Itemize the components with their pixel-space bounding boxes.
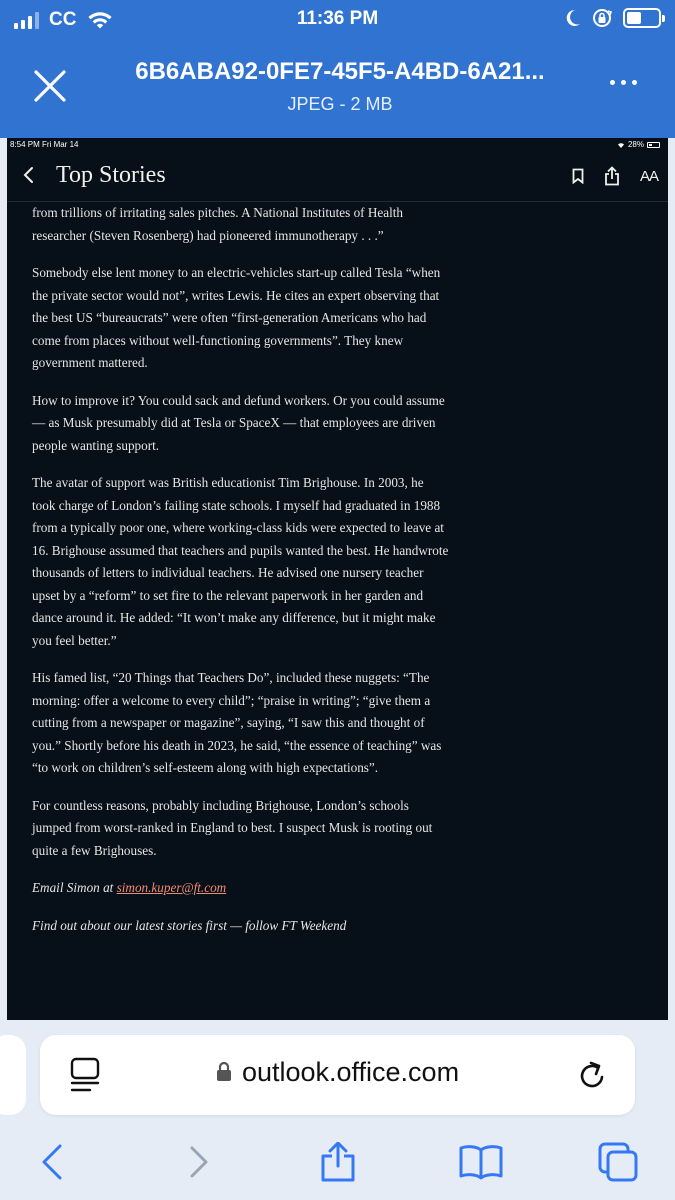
url-field[interactable] — [40, 1057, 635, 1088]
battery-icon — [623, 8, 661, 28]
orientation-lock-icon — [591, 7, 613, 29]
tabs-overview-icon[interactable] — [598, 1142, 638, 1182]
embedded-status-time: 8:54 PM Fri Mar 14 — [10, 140, 79, 149]
url-text: outlook.office.com — [241, 1057, 460, 1087]
close-icon[interactable] — [30, 66, 70, 106]
attachment-file-name: 6B6ABA92-0FE7-45F5-A4BD-6A21... — [135, 58, 545, 85]
share-icon[interactable] — [318, 1142, 358, 1182]
email-line — [32, 877, 450, 900]
author-email-link[interactable]: simon.kuper@ft.com — [116, 880, 227, 895]
article-paragraph: His famed list, “20 Things that Teachers Do”, included these nuggets: “The morning: offer a welcome to every child”; “praise in writing”; “give them a cutting from a newspaper or magazine”, saying, “I saw this and thought of you.” Shortly before his death in 2023, he said, “the essence of teaching” was “to work on children’s self-esteem along with high expectations”. — [32, 670, 442, 775]
ft-nav-bar — [7, 152, 668, 202]
attachment-file-meta: JPEG - 2 MB — [287, 94, 393, 114]
text-size-button[interactable]: AA — [639, 167, 658, 185]
lock-icon — [216, 1060, 232, 1082]
article-body — [32, 204, 450, 952]
share-icon[interactable] — [604, 166, 620, 186]
attachment-header — [0, 0, 675, 138]
attachment-image-preview[interactable] — [7, 138, 668, 1020]
embedded-battery-percent: 28% — [627, 140, 644, 149]
embedded-wifi-icon — [617, 142, 625, 148]
back-chevron-icon[interactable] — [22, 164, 36, 186]
status-bar — [0, 0, 675, 38]
ft-nav-title: Top Stories — [56, 162, 166, 188]
bookmark-icon[interactable] — [572, 168, 584, 184]
moon-icon — [563, 8, 581, 28]
back-icon[interactable] — [32, 1142, 72, 1182]
article-paragraph: For countless reasons, probably including Brighouse, London’s schools jumped from worst-ranked in England to best. I suspect Musk is rooting out quite a few Brighouses. — [32, 797, 433, 858]
status-time: 11:36 PM — [296, 8, 379, 29]
browser-toolbar — [0, 1130, 675, 1190]
forward-icon[interactable] — [180, 1142, 220, 1182]
article-paragraph: Somebody else lent money to an electric-vehicles start-up called Tesla “when the private sector would not”, writes Lewis. He cites an expert observing that the best US “bureaucrats” were often “first-generation Americans who had come from places without well-functioning governments”. They knew government mattered. — [32, 265, 441, 370]
article-paragraph: The avatar of support was British educationist Tim Brighouse. In 2003, he took charge of London’s failing state schools. I myself had graduated in 1988 from a typically poor one, where working-class kids were expected to leave at 16. Brighouse assumed that teachers and pupils wanted the best. He handwrote thousands of letters to individual teachers. He advised one nursery teacher upset by a “reform” to set fire to the relevant paperwork in her garden and dance around it. He added: “It won’t make any difference, but it might make you feel better.” — [32, 475, 449, 648]
article-paragraph: from trillions of irritating sales pitches. A National Institutes of Health researcher (Steven Rosenberg) had pioneered immunotherapy . . .” — [32, 205, 404, 243]
reload-icon[interactable] — [577, 1057, 609, 1093]
previous-tab-peek[interactable] — [0, 1035, 26, 1115]
address-bar[interactable] — [40, 1035, 635, 1115]
follow-line: Find out about our latest stories first — follow FT Weekend — [32, 917, 347, 933]
carrier-label: CC — [49, 9, 77, 30]
article-paragraph: How to improve it? You could sack and defund workers. Or you could assume — as Musk presumably did at Tesla or SpaceX — that employees are driven people wanting support. — [32, 392, 445, 453]
bookmarks-icon[interactable] — [458, 1142, 504, 1182]
embedded-battery-icon — [647, 142, 660, 148]
email-prefix: Email Simon at — [32, 880, 117, 895]
more-options-icon[interactable] — [610, 80, 637, 85]
embedded-status-bar — [7, 138, 668, 152]
